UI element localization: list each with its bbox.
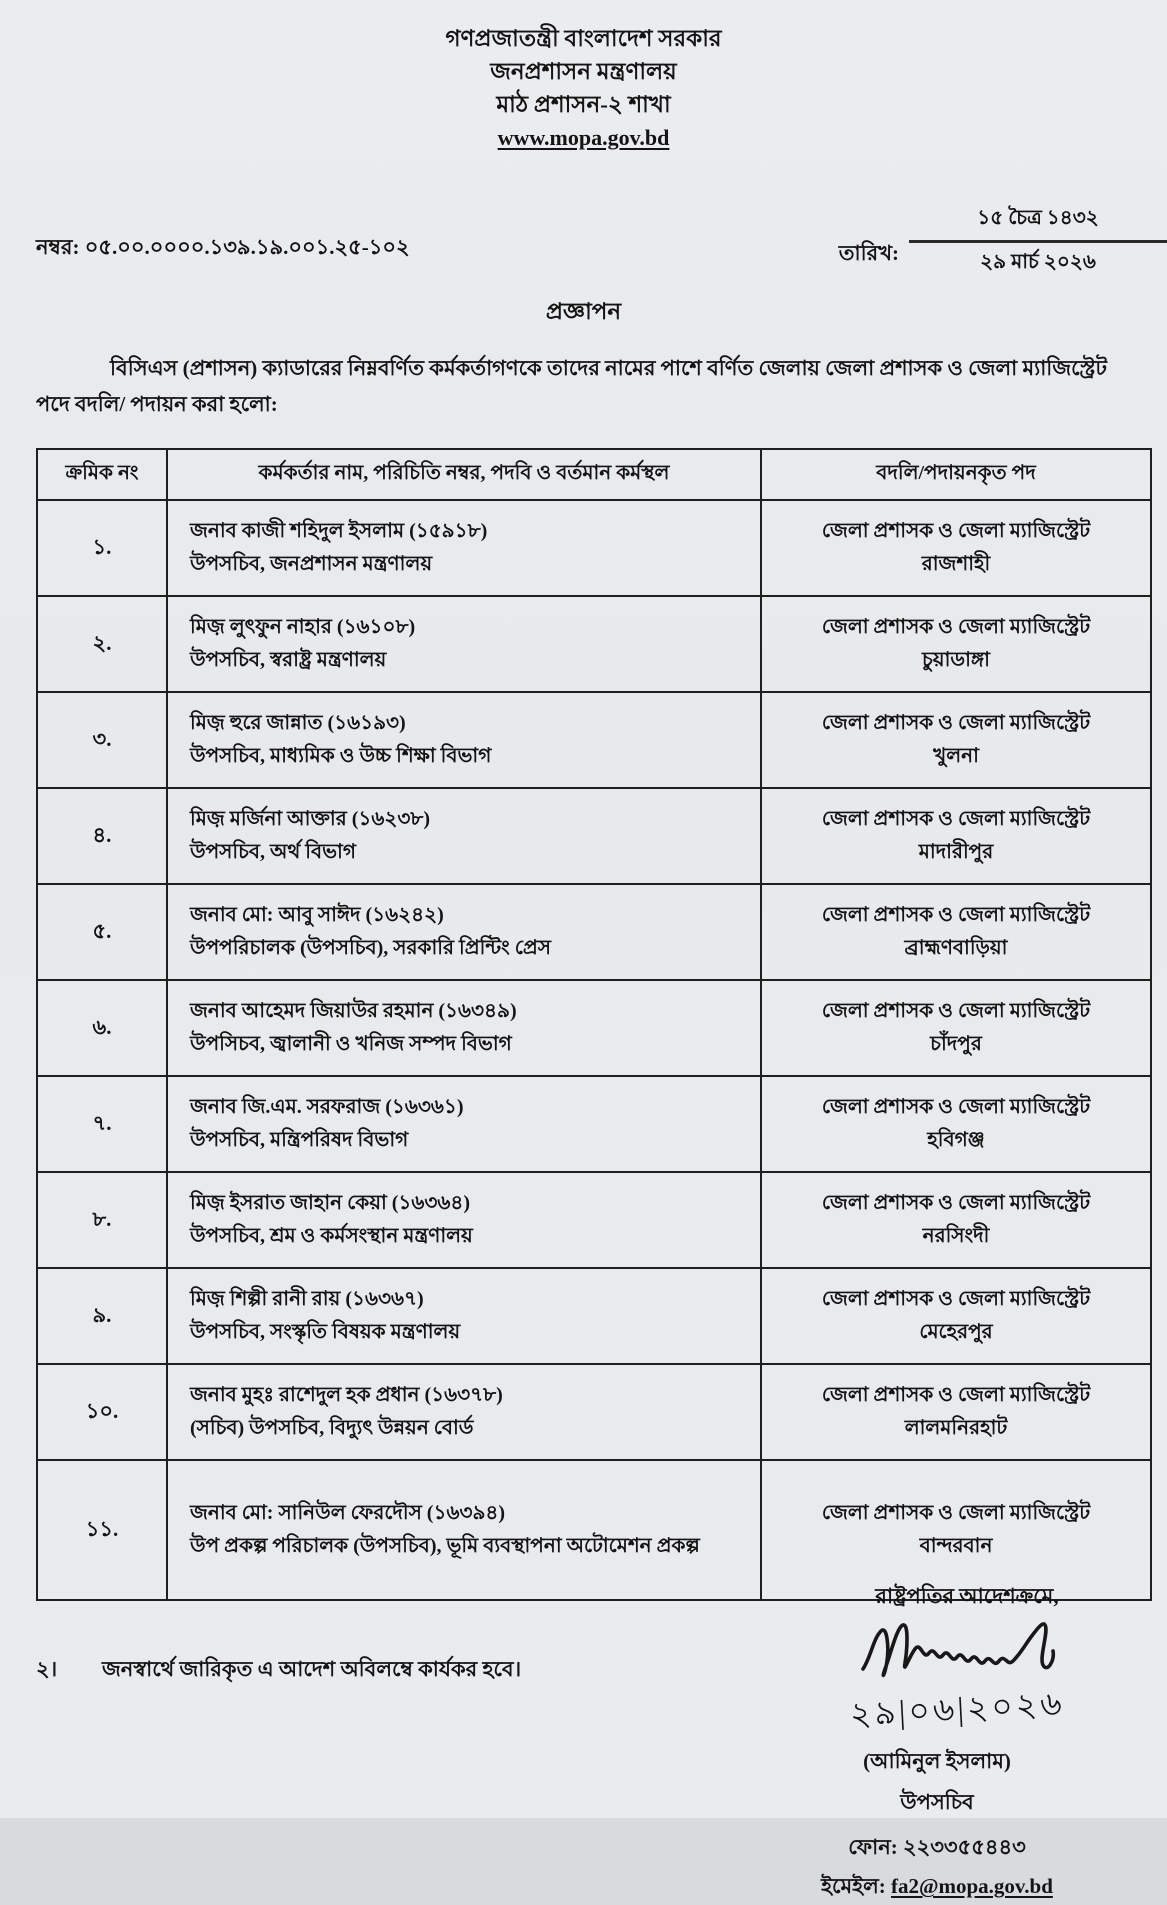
officer-cell — [167, 980, 761, 1076]
posting-cell — [761, 1172, 1151, 1268]
serial-no: ৮. — [37, 1172, 167, 1268]
officer-name: জনাব আহেমদ জিয়াউর রহমান (১৬৩৪৯) — [190, 1000, 517, 1022]
officer-name: জনাব মুহঃ রাশেদুল হক প্রধান (১৬৩৭৮) — [190, 1384, 503, 1406]
ministry-name: জনপ্রশাসন মন্ত্রণালয় — [490, 59, 677, 84]
posting-district: মাদারীপুর — [918, 841, 994, 863]
posting-title: জেলা প্রশাসক ও জেলা ম্যাজিস্ট্রেট — [821, 1288, 1091, 1310]
signer-name: (আমিনুল ইসলাম) — [863, 1749, 1011, 1773]
officer-cell — [167, 884, 761, 980]
posting-cell — [761, 596, 1151, 692]
officer-name: জনাব মো: আবু সাঈদ (১৬২৪২) — [190, 904, 444, 926]
officer-cell — [167, 692, 761, 788]
email-label: ইমেইল: — [821, 1874, 886, 1898]
serial-no: ১১. — [37, 1460, 167, 1600]
by-order-text: রাষ্ট্রপতির আদেশক্রমে, — [875, 1584, 1059, 1608]
officer-designation: উপসচিব, স্বরাষ্ট্র মন্ত্রণালয় — [190, 649, 387, 671]
posting-title: জেলা প্রশাসক ও জেলা ম্যাজিস্ট্রেট — [821, 808, 1091, 830]
serial-no: ১০. — [37, 1364, 167, 1460]
officer-name: মিজ় মর্জিনা আক্তার (১৬২৩৮) — [190, 808, 431, 830]
table-header-row — [37, 449, 1151, 500]
posting-cell — [761, 884, 1151, 980]
transfer-order-table — [36, 448, 1152, 1601]
date-label: তারিখ: — [838, 241, 899, 265]
date-block — [839, 203, 1167, 280]
officer-cell — [167, 1076, 761, 1172]
officer-cell — [167, 500, 761, 596]
posting-district: বান্দরবান — [919, 1535, 993, 1557]
serial-no: ৫. — [37, 884, 167, 980]
posting-district: চুয়াডাঙ্গা — [922, 649, 990, 671]
officer-name: মিজ় শিল্পী রানী রায় (১৬৩৬৭) — [190, 1288, 424, 1310]
posting-cell — [761, 980, 1151, 1076]
signer-designation: উপসচিব — [900, 1790, 974, 1814]
posting-title: জেলা প্রশাসক ও জেলা ম্যাজিস্ট্রেট — [821, 1192, 1091, 1214]
posting-cell — [761, 1460, 1151, 1600]
table-row — [37, 1172, 1151, 1268]
intro-paragraph: বিসিএস (প্রশাসন) ক্যাডারের নিম্নবর্ণিত কর্মকর্তাগণকে তাদের নামের পাশে বর্ণিত জেলায় জেলা প্রশাসক ও জেলা ম্যাজিস্ট্রেট পদে বদলি/ পদায়ন করা হলো: — [36, 356, 1107, 416]
posting-cell — [761, 788, 1151, 884]
letterhead — [0, 0, 1167, 155]
officer-name: মিজ় হুরে জান্নাত (১৬১৯৩) — [190, 712, 406, 734]
posting-title: জেলা প্রশাসক ও জেলা ম্যাজিস্ট্রেট — [821, 1502, 1091, 1524]
dual-date — [909, 203, 1167, 280]
posting-title: জেলা প্রশাসক ও জেলা ম্যাজিস্ট্রেট — [821, 1000, 1091, 1022]
serial-no: ১. — [37, 500, 167, 596]
table-row — [37, 1460, 1151, 1600]
officer-designation: উপসচিব, জনপ্রশাসন মন্ত্রণালয় — [190, 553, 433, 575]
officer-designation: উপসচিব, মন্ত্রিপরিষদ বিভাগ — [190, 1129, 409, 1151]
posting-title: জেলা প্রশাসক ও জেলা ম্যাজিস্ট্রেট — [821, 1096, 1091, 1118]
posting-district: চাঁদপুর — [930, 1033, 982, 1055]
posting-district: খুলনা — [933, 745, 979, 767]
officer-name: মিজ় ইসরাত জাহান কেয়া (১৬৩৬৪) — [190, 1192, 471, 1214]
officer-cell — [167, 788, 761, 884]
table-row — [37, 1268, 1151, 1364]
officer-designation: উপপরিচালক (উপসচিব), সরকারি প্রিন্টিং প্রেস — [190, 937, 551, 959]
posting-district: ব্রাহ্মণবাড়িয়া — [904, 937, 1008, 959]
table-row — [37, 692, 1151, 788]
posting-cell — [761, 500, 1151, 596]
officer-cell — [167, 596, 761, 692]
table-row — [37, 500, 1151, 596]
clause-text: জনস্বার্থে জারিকৃত এ আদেশ অবিলম্বে কার্যকর হবে। — [102, 1657, 522, 1681]
table-row — [37, 788, 1151, 884]
posting-title: জেলা প্রশাসক ও জেলা ম্যাজিস্ট্রেট — [821, 616, 1091, 638]
table-row — [37, 980, 1151, 1076]
header-serial: ক্রমিক নং — [37, 449, 167, 500]
posting-district: মেহেরপুর — [919, 1321, 993, 1343]
serial-no: ৭. — [37, 1076, 167, 1172]
posting-title: জেলা প্রশাসক ও জেলা ম্যাজিস্ট্রেট — [821, 712, 1091, 734]
posting-district: লালমনিরহাট — [904, 1417, 1008, 1439]
officer-designation: উপসিচব, জ্বালানী ও খনিজ সম্পদ বিভাগ — [190, 1033, 512, 1055]
email-address: fa2@mopa.gov.bd — [890, 1874, 1053, 1898]
officer-cell — [167, 1364, 761, 1460]
table-row — [37, 596, 1151, 692]
posting-district: হবিগঞ্জ — [927, 1129, 985, 1151]
posting-district: রাজশাহী — [921, 553, 991, 575]
bangla-date: ১৫ চৈত্র ১৪৩২ — [909, 203, 1167, 243]
officer-name: মিজ় লুৎফুন নাহার (১৬১০৮) — [190, 616, 416, 638]
officer-designation: উপসচিব, সংস্কৃতি বিষয়ক মন্ত্রণালয় — [190, 1321, 461, 1343]
serial-no: ৬. — [37, 980, 167, 1076]
posting-title: জেলা প্রশাসক ও জেলা ম্যাজিস্ট্রেট — [821, 1384, 1091, 1406]
header-officer: কর্মকর্তার নাম, পরিচিতি নম্বর, পদবি ও বর্তমান কর্মস্থল — [167, 449, 761, 500]
table-row — [37, 1076, 1151, 1172]
officer-designation: উপসচিব, মাধ্যমিক ও উচ্চ শিক্ষা বিভাগ — [190, 745, 492, 767]
posting-cell — [761, 1364, 1151, 1460]
government-name: গণপ্রজাতন্ত্রী বাংলাদেশ সরকার — [445, 26, 722, 51]
serial-no: ৯. — [37, 1268, 167, 1364]
officer-designation: উপ প্রকল্প পরিচালক (উপসচিব), ভূমি ব্যবস্থাপনা অটোমেশন প্রকল্প — [190, 1535, 700, 1557]
table-row — [37, 884, 1151, 980]
posting-title: জেলা প্রশাসক ও জেলা ম্যাজিস্ট্রেট — [821, 904, 1091, 926]
posting-title: জেলা প্রশাসক ও জেলা ম্যাজিস্ট্রেট — [821, 520, 1091, 542]
posting-district: নরসিংদী — [922, 1225, 990, 1247]
header-post: বদলি/পদায়নকৃত পদ — [761, 449, 1151, 500]
handwritten-date: ২৯|০৬|২০২৬ — [848, 1686, 1066, 1734]
gregorian-date: ২৯ মার্চ ২০২৬ — [980, 251, 1096, 273]
officer-cell — [167, 1268, 761, 1364]
officer-cell — [167, 1172, 761, 1268]
signature-block — [737, 1580, 1137, 1905]
clause-number: ২। — [36, 1657, 58, 1681]
handwritten-signature — [737, 1617, 1137, 1689]
serial-no: ২. — [37, 596, 167, 692]
signer-phone: ফোন: ২২৩৩৫৫৪৪৩ — [848, 1835, 1026, 1859]
officer-designation: উপসচিব, অর্থ বিভাগ — [190, 841, 356, 863]
officer-name: জনাব কাজী শহিদুল ইসলাম (১৫৯১৮) — [190, 520, 488, 542]
signer-email — [737, 1870, 1137, 1905]
branch-name: মাঠ প্রশাসন-২ শাখা — [496, 92, 671, 117]
posting-cell — [761, 1268, 1151, 1364]
posting-cell — [761, 1076, 1151, 1172]
officer-designation: উপসচিব, শ্রম ও কর্মসংস্থান মন্ত্রণালয় — [190, 1225, 473, 1247]
officer-designation: (সচিব) উপসচিব, বিদ্যুৎ উন্নয়ন বোর্ড — [190, 1417, 474, 1439]
officer-name: জনাব জি.এম. সরফরাজ (১৬৩৬১) — [190, 1096, 464, 1118]
memo-date-row — [0, 203, 1167, 283]
notification-title: প্রজ্ঞাপন — [545, 299, 622, 324]
serial-no: ৩. — [37, 692, 167, 788]
ministry-website-url: www.mopa.gov.bd — [497, 125, 670, 150]
table-row — [37, 1364, 1151, 1460]
serial-no: ৪. — [37, 788, 167, 884]
officer-cell — [167, 1460, 761, 1600]
posting-cell — [761, 692, 1151, 788]
memo-number: নম্বর: ০৫.০০.০০০০.১৩৯.১৯.০০১.২৫-১০২ — [36, 235, 410, 259]
officer-name: জনাব মো: সানিউল ফেরদৌস (১৬৩৯৪) — [190, 1502, 506, 1524]
